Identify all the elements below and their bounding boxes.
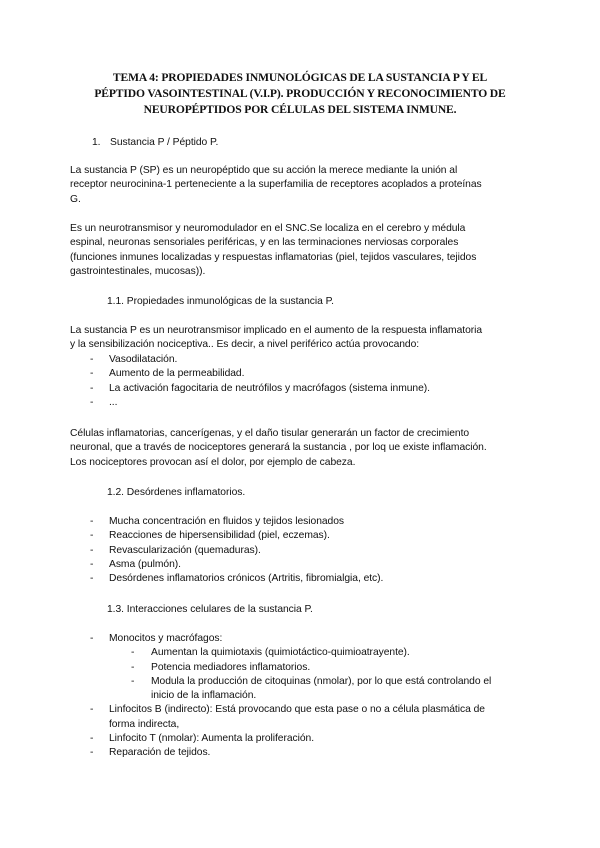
sublist-item: - Aumentan la quimiotaxis (quimiotáctico-quimioatrayente). (131, 647, 410, 659)
paragraph-line: receptor neurocinina-1 perteneciente a la superfamilia de receptores acoplados a proteínas (70, 179, 482, 191)
list-item: - Mucha concentración en fluidos y tejidos lesionados (90, 516, 344, 527)
list-interacciones (87, 632, 537, 761)
paragraph-3 (70, 324, 535, 353)
list-item: - Linfocitos B (indirecto): Está provocando que esta pase o no a célula plasmática de forma indirecta, (90, 704, 485, 730)
paragraph-line: La sustancia P es un neurotransmisor implicado en el aumento de la respuesta inflamatoria (70, 325, 483, 336)
subheading-1-3: 1.3. Interacciones celulares de la sustancia P. (107, 604, 313, 615)
list-item: - Revascularización (quemaduras). (90, 544, 261, 556)
list-item: - Vasodilatación. (90, 354, 178, 365)
list-item: - La activación fagocitaria de neutrófilos y macrófagos (sistema inmune). (90, 382, 430, 394)
paragraph-1 (70, 164, 535, 207)
paragraph-line: Células inflamatorias, cancerígenas, y el daño tisular generarán un factor de crecimiento (70, 428, 470, 439)
subheading-1-2: 1.2. Desórdenes inflamatorios. (107, 487, 246, 498)
paragraph-line: y la sensibilización nociceptiva.. Es decir, a nivel periférico actúa provocando: (70, 339, 420, 351)
list-item: - Linfocito T (nmolar): Aumenta la proliferación. (90, 733, 315, 745)
section-1-label: Sustancia P / Péptido P. (110, 137, 219, 148)
title-line-2: PÉPTIDO VASOINTESTINAL (V.I.P). PRODUCCIÓN Y RECONOCIMIENTO DE (94, 87, 506, 100)
title-line-1: TEMA 4: PROPIEDADES INMUNOLÓGICAS DE LA SUSTANCIA P Y EL (112, 71, 488, 84)
title-line-3: NEUROPÉPTIDOS POR CÉLULAS DEL SISTEMA INMUNE. (143, 103, 457, 116)
paragraph-4 (70, 427, 535, 470)
sublist-monocitos (109, 646, 537, 703)
section-1-heading (92, 136, 218, 150)
paragraph-line: espinal, neuronas sensoriales periféricas, y en las terminaciones nerviosas corporales (70, 237, 459, 249)
paragraph-line: G. (70, 193, 81, 205)
list-item: - Reacciones de hipersensibilidad (piel, eczemas). (90, 530, 330, 542)
list-item: - Asma (pulmón). (90, 558, 181, 570)
paragraph-line: gastrointestinales, mucosas)). (70, 265, 206, 277)
paragraph-2 (70, 222, 535, 279)
list-item: - Monocitos y macrófagos: - Aumentan la quimiotaxis (quimiotáctico-quimioatrayente). - Potencia mediadores inflamatorios. - Modula la producción de citoquinas (nmolar), por lo que está controlando el inicio de la inflamación. (87, 632, 537, 703)
section-1-number: 1. (92, 137, 101, 148)
list-item: - Aumento de la permeabilidad. (90, 368, 245, 380)
paragraph-line: Los nociceptores provocan así el dolor, por ejemplo de cabeza. (70, 456, 356, 468)
document-title (70, 70, 530, 118)
paragraph-line: neuronal, que a través de nociceptores generará la sustancia , por loq ue existe inflamación. (70, 442, 487, 454)
paragraph-line: (funciones inmunes localizadas y respuestas inflamatorias (piel, tejidos vasculares, tejidos (70, 251, 477, 263)
list-item: - Reparación de tejidos. (90, 747, 211, 759)
list-item: - ... (90, 396, 118, 408)
sublist-item: - Modula la producción de citoquinas (nmolar), por lo que está controlando el inicio de la inflamación. (131, 675, 492, 702)
paragraph-line: La sustancia P (SP) es un neuropéptido que su acción la merece mediante la unión al (70, 165, 458, 176)
list-desordenes (87, 515, 537, 586)
list-propiedades (87, 353, 537, 410)
sublist-item: - Potencia mediadores inflamatorios. (131, 661, 311, 673)
paragraph-line: Es un neurotransmisor y neuromodulador en el SNC.Se localiza en el cerebro y médula (70, 223, 466, 234)
subheading-1-1: 1.1. Propiedades inmunológicas de la sustancia P. (107, 296, 334, 307)
list-item: - Desórdenes inflamatorios crónicos (Artritis, fibromialgia, etc). (90, 573, 384, 585)
